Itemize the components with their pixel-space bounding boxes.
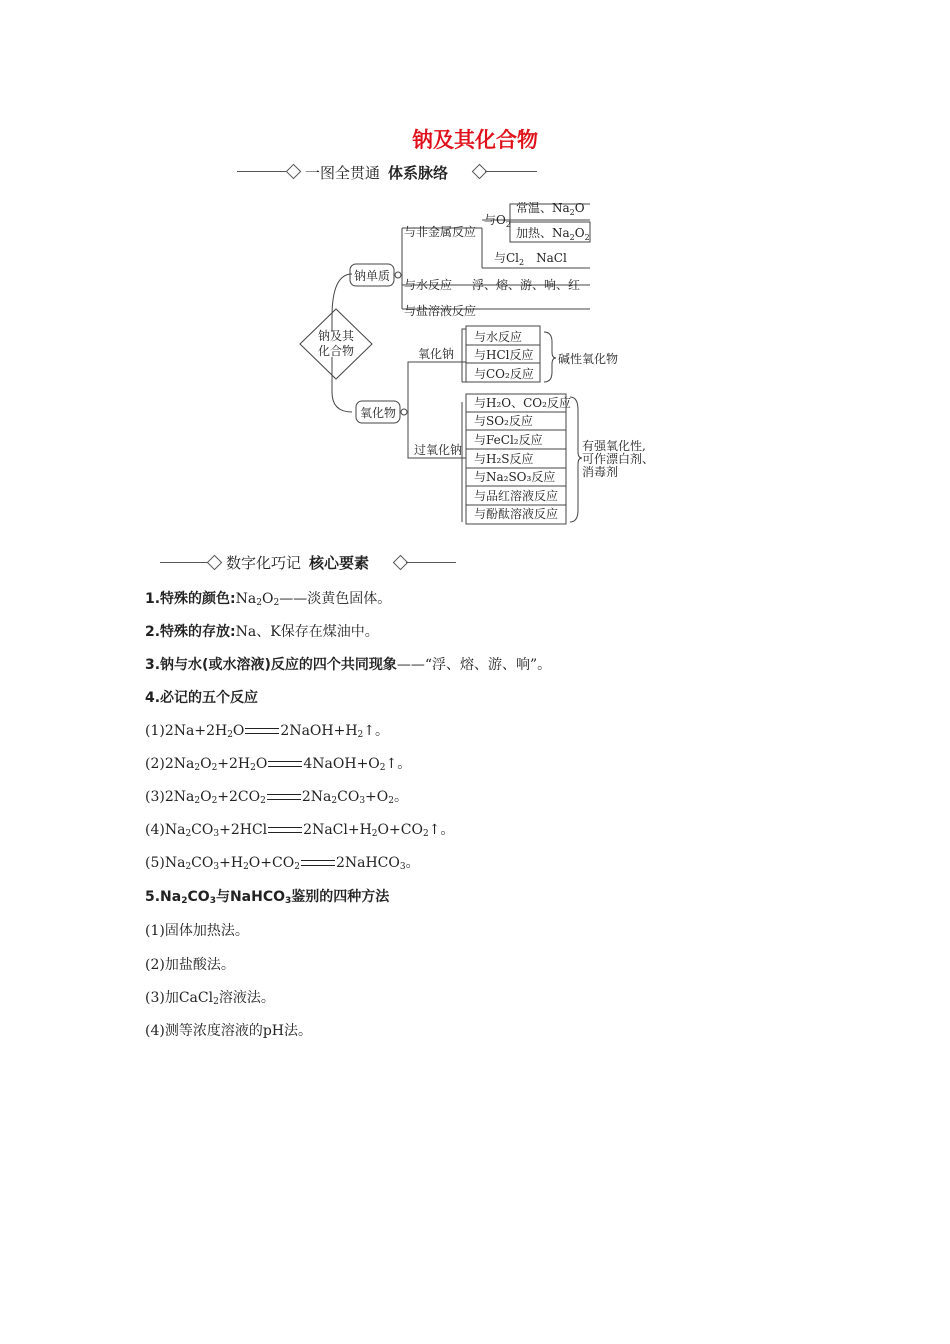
point-5: $5.Na_2CO_3$与NaHCO$_3$鉴别的四种方法 <box>145 889 390 906</box>
diamond-icon <box>207 555 223 571</box>
normal-temp-product: 常温、$Na_2O$ <box>516 201 585 217</box>
water-branch: 与水反应 <box>404 278 453 292</box>
na2o2-node: 过氧化钠 <box>414 443 463 457</box>
strong-oxidizer-line: 消毒剂 <box>582 465 619 479</box>
diamond-icon <box>286 164 302 180</box>
section-divider <box>485 171 537 172</box>
sodium-node: 钠单质 <box>353 269 391 283</box>
reaction-1: $(1)2Na+2H_2O$ $2NaOH+H_2↑$。 <box>145 723 390 740</box>
section-header-bold: 体系脉络 <box>388 164 449 182</box>
method-2: (2)加盐酸法。 <box>145 957 235 973</box>
na2o2-item: 与酚酞溶液反应 <box>474 507 559 521</box>
o2-branch: 与$O_2$ <box>484 213 511 229</box>
section-header-framework <box>305 162 448 183</box>
point-2: 2.特殊的存放:Na、K保存在煤油中。 <box>145 624 379 640</box>
page-title: 钠及其化合物 <box>412 128 538 152</box>
nonmetal-branch: 与非金属反应 <box>404 225 477 239</box>
point-3: 3.钠与水(或水溶液)反应的四个共同现象——“浮、熔、游、响”。 <box>145 657 552 673</box>
point-4: 4.必记的五个反应 <box>145 690 259 706</box>
na2o2-item: 与H₂O、CO₂反应 <box>474 396 571 410</box>
na2o-item: 与水反应 <box>474 330 523 344</box>
na2o2-item: 与H₂S反应 <box>474 452 534 466</box>
reaction-2: $(2)2Na_2O_2+2H_2O$ $4NaOH+O_2↑$。 <box>145 756 412 773</box>
method-3: (3)加CaCl$_2$溶液法。 <box>145 990 275 1007</box>
method-1: (1)固体加热法。 <box>145 923 249 939</box>
section-divider <box>406 562 456 563</box>
root-node-line2: 化合物 <box>317 344 355 358</box>
reaction-5: $(5)Na_2CO_3+H_2O+CO_2$ 2NaHCO$_3$。 <box>145 855 420 872</box>
na2o-item: 与CO₂反应 <box>474 367 534 381</box>
na2o-node: 氧化钠 <box>418 347 455 361</box>
section-header-core <box>226 552 369 573</box>
reaction-3: $(3)2Na_2O_2+2CO_2$ $2Na_2CO_3+O_2$。 <box>145 789 408 806</box>
na2o2-item: 与Na₂SO₃反应 <box>474 470 556 484</box>
na2o2-item: 与品红溶液反应 <box>474 489 559 503</box>
method-4: (4)测等浓度溶液的pH法。 <box>145 1023 313 1039</box>
reaction-4: $(4)Na_2CO_3+2HCl$ $2NaCl+H_2O+CO_2↑$。 <box>145 822 455 839</box>
root-node-line1: 钠及其 <box>317 329 355 343</box>
point-1: 1.特殊的颜色$:Na_2O_2——$淡黄色固体。 <box>145 591 392 608</box>
oxide-node: 氧化物 <box>359 406 397 420</box>
na2o-item: 与HCl反应 <box>474 348 534 362</box>
section-header-light: 一图全贯通 <box>305 164 381 182</box>
strong-oxidizer-line: 可作漂白剂、 <box>582 452 655 466</box>
section-header-light: 数字化巧记 <box>226 554 302 572</box>
heat-product: 加热、$Na_2O_2$ <box>516 226 590 242</box>
concept-map <box>292 192 672 532</box>
section-divider <box>160 562 210 563</box>
cl2-branch: 与$Cl_2$ NaCl <box>494 251 567 267</box>
section-divider <box>237 171 289 172</box>
na2o2-item: 与SO₂反应 <box>474 414 533 428</box>
section-header-bold: 核心要素 <box>309 554 370 572</box>
basic-oxide-label: 碱性氧化物 <box>558 352 619 366</box>
na2o2-item: 与FeCl₂反应 <box>474 433 543 447</box>
strong-oxidizer-line: 有强氧化性, <box>582 439 646 453</box>
salt-branch: 与盐溶液反应 <box>404 304 477 318</box>
water-phenomena: 浮、熔、游、响、红 <box>472 278 581 292</box>
